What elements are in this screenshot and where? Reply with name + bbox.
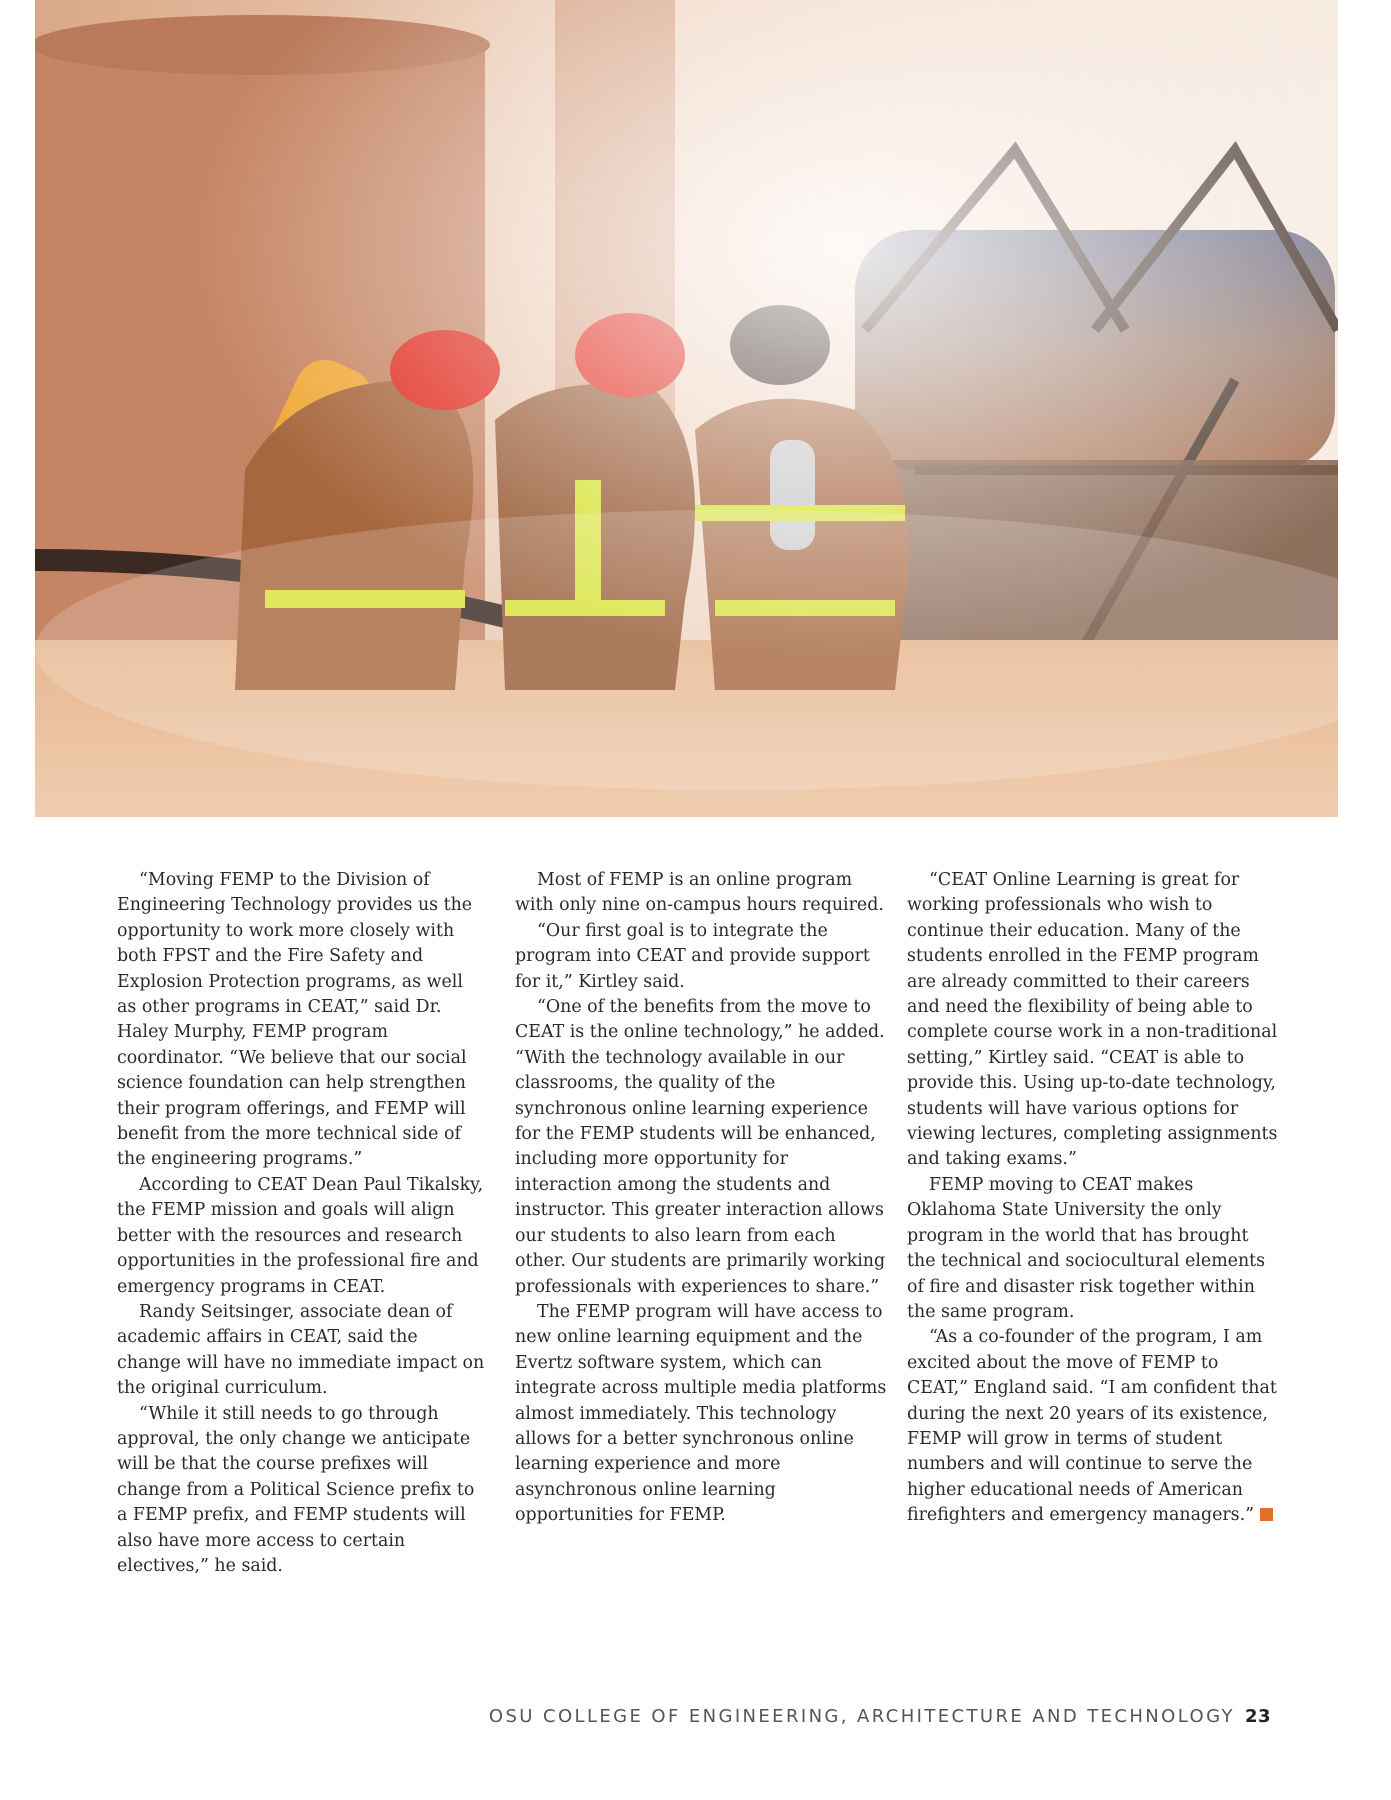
paragraph: The FEMP program will have access to new online learning equipment and the Evertz software system, which can integrate across multiple media platforms almost immediately. This technology allows for a better synchronous online learning experience and more asynchronous online learning opportunities for FEMP. <box>515 1301 887 1526</box>
paragraph: Randy Seitsinger, associate dean of academic affairs in CEAT, said the change will have no immediate impact on the original curriculum. <box>117 1301 485 1399</box>
paragraph <box>907 1325 1279 1528</box>
paragraph: Most of FEMP is an online program with only nine on-campus hours required. <box>515 870 884 916</box>
paragraph: “CEAT Online Learning is great for working professionals who wish to continue their education. Many of the students enrolled in the FEMP program are already committed to their careers and need the flexibility of being able to complete course work in a non-traditional setting,” Kirtley said. “CEAT is able to provide this. Using up-to-date technology, students will have various options for viewing lectures, completing assignments and taking exams.” <box>907 870 1278 1170</box>
paragraph: “One of the benefits from the move to CEAT is the online technology,” he added. “With the technology available in our classrooms, the quality of the synchronous online learning experience for the FEMP students will be enhanced, including more opportunity for interaction among the students and instructor. This greater interaction allows our students to also learn from each other. Our students are primarily working professionals with experiences to share.” <box>515 997 886 1297</box>
photo-illustration <box>35 0 1338 817</box>
article-column-3 <box>907 868 1279 1529</box>
paragraph: “Moving FEMP to the Division of Engineering Technology provides us the opportunity to work more closely with both FPST and the Fire Safety and Explosion Protection programs, as well as other programs in CEAT,” said Dr. Haley Murphy, FEMP program coordinator. “We believe that our social science foundation can help strengthen their program offerings, and FEMP will benefit from the more technical side of the engineering programs.” <box>117 870 473 1170</box>
page-number: 23 <box>1244 1706 1271 1727</box>
paragraph-text: “As a co-founder of the program, I am excited about the move of FEMP to CEAT,” England said. “I am confident that during the next 20 years of its existence, FEMP will grow in terms of student numbers and will continue to serve the higher educational needs of American firefighters and emergency managers.” <box>907 1327 1277 1526</box>
end-of-article-mark <box>1260 1508 1273 1521</box>
paragraph: According to CEAT Dean Paul Tikalsky, the FEMP mission and goals will align better with the resources and research opportunities in the professional fire and emergency programs in CEAT. <box>117 1174 484 1297</box>
page-footer <box>489 1706 1271 1727</box>
paragraph: FEMP moving to CEAT makes Oklahoma State University the only program in the world that has brought the technical and sociocultural elements of fire and disaster risk together within the same program. <box>907 1174 1266 1322</box>
article-column-1 <box>117 868 485 1579</box>
firefighters-photo <box>35 0 1338 817</box>
paragraph: “While it still needs to go through approval, the only change we anticipate will be that the course prefixes will change from a Political Science prefix to a FEMP prefix, and FEMP students will also have more access to certain electives,” he said. <box>117 1403 475 1576</box>
article-column-2 <box>515 868 887 1529</box>
paragraph: “Our first goal is to integrate the program into CEAT and provide support for it,” Kirtley said. <box>515 920 870 992</box>
publication-name: OSU COLLEGE OF ENGINEERING, ARCHITECTURE AND TECHNOLOGY <box>488 1706 1235 1727</box>
